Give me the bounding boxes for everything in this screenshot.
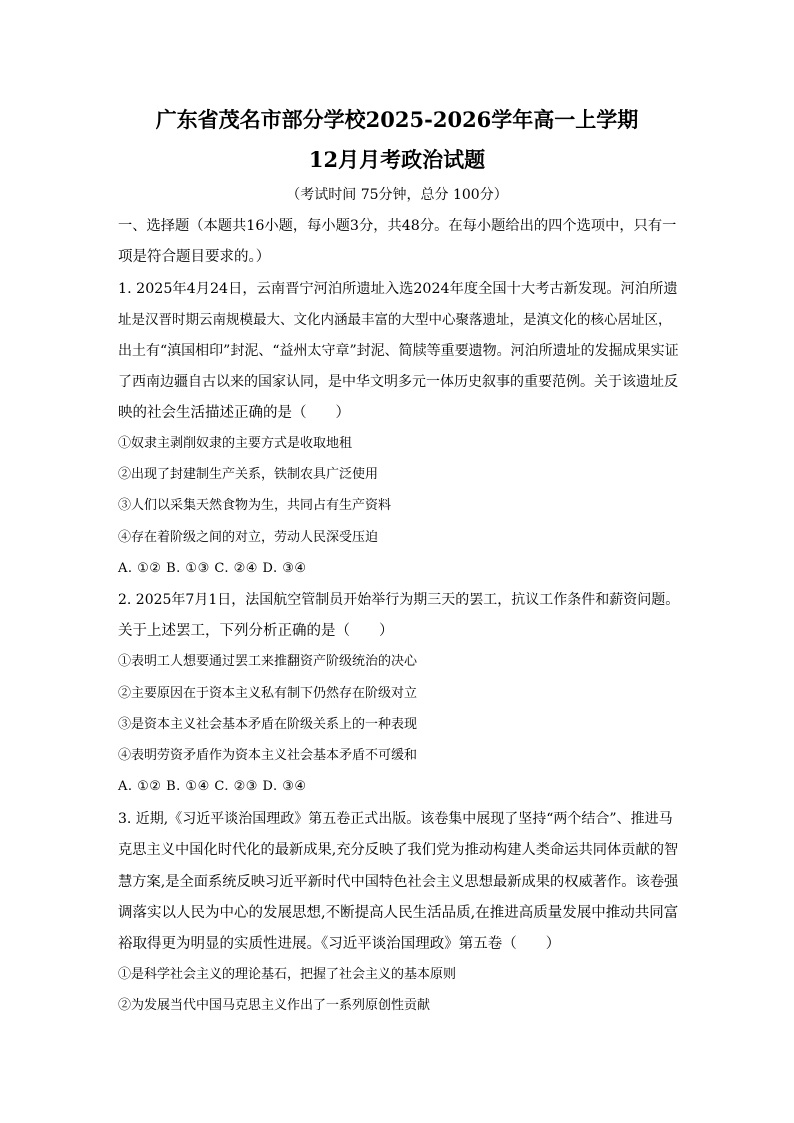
question-2-stem-line: 2. 2025年7月1日，法国航空管制员开始举行为期三天的罢工，抗议工作条件和薪资问题。	[118, 592, 680, 608]
question-2-option: ③是资本主义社会基本矛盾在阶级关系上的一种表现	[118, 717, 418, 732]
exam-title-line-1: 广东省茂名市部分学校2025-2026学年高一上学期	[155, 107, 639, 132]
question-3-stem-line: 克思主义中国化时代化的最新成果,充分反映了我们党为推动构建人类命运共同体贡献的智	[118, 842, 679, 858]
exam-info: （考试时间 75分钟，总分 100分）	[286, 187, 508, 203]
question-1-option: ①奴隶主剥削奴隶的主要方式是收取地租	[118, 436, 353, 451]
exam-title-line-2: 12月月考政治试题	[308, 147, 486, 172]
question-3-stem-line: 3. 近期,《习近平谈治国理政》第五卷正式出版。该卷集中展现了坚持“两个结合”、推进马	[118, 811, 673, 827]
question-1-option: ④存在着阶级之间的对立，劳动人民深受压迫	[118, 530, 379, 545]
question-1-option: ③人们以采集天然食物为生，共同占有生产资料	[118, 498, 392, 513]
question-1-option: ②出现了封建制生产关系，铁制农具广泛使用	[118, 467, 379, 482]
question-1-answer-choices: A. ①② B. ①③ C. ②④ D. ③④	[118, 561, 307, 576]
section-intro-line: 项是符合题目要求的。）	[118, 249, 271, 265]
question-1-stem-line: 址是汉晋时期云南规模最大、文化内涵最丰富的大型中心聚落遗址，是滇文化的核心居址区，	[118, 312, 672, 328]
section-intro-line: 一、选择题（本题共16小题，每小题3分，共48分。在每小题给出的四个选项中，只有一	[118, 218, 677, 234]
question-3-stem-line: 裕取得更为明显的实质性进展。《习近平谈治国理政》第五卷（ ）	[118, 936, 561, 952]
question-1-stem-line: 了西南边疆自古以来的国家认同，是中华文明多元一体历史叙事的重要范例。关于该遗址反	[118, 374, 678, 390]
question-3-option: ②为发展当代中国马克思主义作出了一系列原创性贡献	[118, 998, 431, 1013]
question-2-option: ②主要原因在于资本主义私有制下仍然存在阶级对立	[118, 686, 418, 701]
question-3-stem-line: 慧方案,是全面系统反映习近平新时代中国特色社会主义思想最新成果的权威著作。该卷强	[118, 874, 679, 890]
question-2-answer-choices: A. ①② B. ①④ C. ②③ D. ③④	[118, 779, 307, 794]
question-3-option: ①是科学社会主义的理论基石，把握了社会主义的基本原则	[118, 967, 457, 982]
question-1-stem-line: 1. 2025年4月24日，云南晋宁河泊所遗址入选2024年度全国十大考古新发现。河泊所遗	[118, 281, 678, 297]
question-2-stem-line: 关于上述罢工，下列分析正确的是（ ）	[118, 623, 394, 639]
question-1-stem-line: 出土有“滇国相印”封泥、“益州太守章”封泥、简牍等重要遗物。河泊所遗址的发掘成果实证	[118, 343, 679, 359]
question-3-stem-line: 调落实以人民为中心的发展思想,不断提高人民生活品质,在推进高质量发展中推动共同富	[118, 905, 679, 921]
question-2-option: ①表明工人想要通过罢工来推翻资产阶级统治的决心	[118, 654, 418, 669]
question-2-option: ④表明劳资矛盾作为资本主义社会基本矛盾不可缓和	[118, 748, 418, 763]
question-1-stem-line: 映的社会生活描述正确的是（ ）	[118, 405, 350, 421]
